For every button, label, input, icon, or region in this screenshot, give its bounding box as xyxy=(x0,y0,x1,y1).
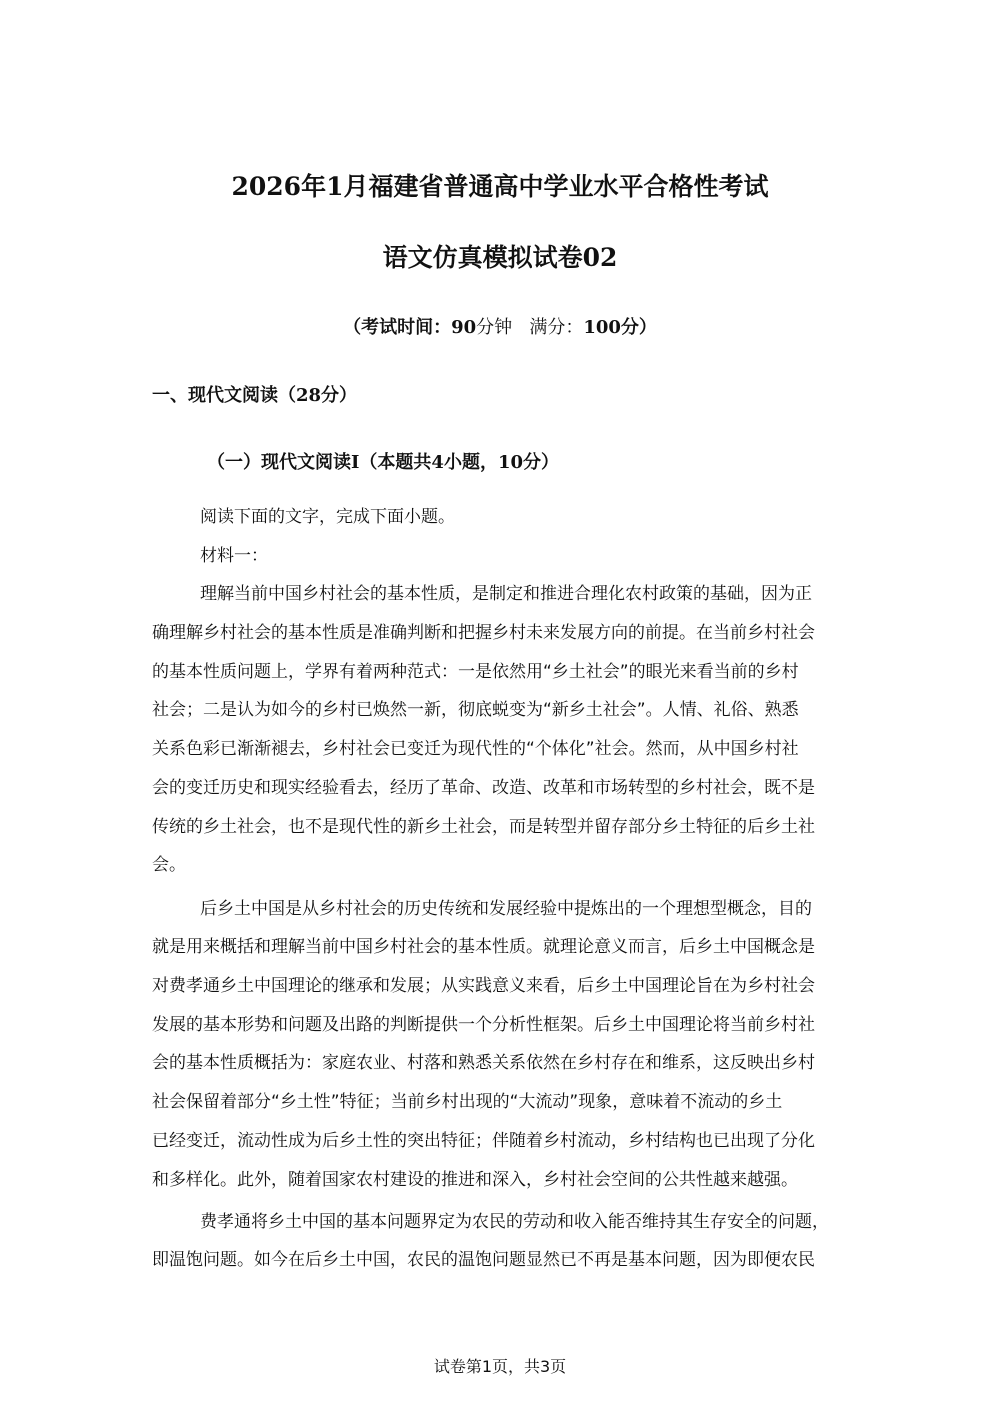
exam-subtitle: 语文仿真模拟试卷02 xyxy=(382,243,618,272)
body-line: 的基本性质问题上，学界有着两种范式：一是依然用“乡土社会”的眼光来看当前的乡村 xyxy=(152,662,799,682)
section-heading: 一、现代文阅读（28分） xyxy=(152,385,358,406)
body-line: 费孝通将乡土中国的基本问题界定为农民的劳动和收入能否维持其生存安全的问题， xyxy=(200,1212,829,1232)
page-footer: 试卷第1页，共3页 xyxy=(433,1357,567,1376)
exam-info-close-paren: ） xyxy=(638,317,657,338)
exam-time-unit: 分钟 xyxy=(476,317,513,338)
body-line: 会的基本性质概括为：家庭农业、村落和熟悉关系依然在乡村存在和维系，这反映出乡村 xyxy=(152,1053,815,1073)
body-line: 后乡土中国是从乡村社会的历史传统和发展经验中提炼出的一个理想型概念，目的 xyxy=(200,899,812,919)
body-line: 理解当前中国乡村社会的基本性质，是制定和推进合理化农村政策的基础，因为正 xyxy=(200,584,812,604)
body-line: 就是用来概括和理解当前中国乡村社会的基本性质。就理论意义而言，后乡土中国概念是 xyxy=(152,937,815,957)
body-line: 和多样化。此外，随着国家农村建设的推进和深入，乡村社会空间的公共性越来越强。 xyxy=(152,1170,798,1190)
exam-time-label: 考试时间： xyxy=(361,317,452,338)
body-line: 社会；二是认为如今的乡村已焕然一新，彻底蜕变为“新乡土社会”。人情、礼俗、熟悉 xyxy=(152,700,799,720)
reading-instruction: 阅读下面的文字，完成下面小题。 xyxy=(200,507,455,527)
full-score-label: 满分： xyxy=(529,317,584,338)
exam-title: 2026年1月福建省普通高中学业水平合格性考试 xyxy=(231,172,769,201)
body-line: 会的变迁历史和现实经验看去，经历了革命、改造、改革和市场转型的乡村社会，既不是 xyxy=(152,778,815,798)
exam-time-value: 90 xyxy=(451,317,477,338)
subsection-heading: （一）现代文阅读I（本题共4小题，10分） xyxy=(207,452,559,473)
body-line: 会。 xyxy=(152,855,186,875)
body-line: 传统的乡土社会，也不是现代性的新乡土社会，而是转型并留存部分乡土特征的后乡土社 xyxy=(152,817,815,837)
body-line: 即温饱问题。如今在后乡土中国，农民的温饱问题显然已不再是基本问题，因为即便农民 xyxy=(152,1250,815,1270)
full-score-value: 100 xyxy=(583,317,621,338)
full-score-unit: 分 xyxy=(620,317,639,338)
body-line: 发展的基本形势和问题及出路的判断提供一个分析性框架。后乡土中国理论将当前乡村社 xyxy=(152,1015,815,1035)
exam-info xyxy=(0,315,1000,341)
body-line: 社会保留着部分“乡土性”特征；当前乡村出现的“大流动”现象，意味着不流动的乡土 xyxy=(152,1092,783,1112)
body-line: 已经变迁，流动性成为后乡土性的突出特征；伴随着乡村流动，乡村结构也已出现了分化 xyxy=(152,1131,815,1151)
exam-info-open-paren: （ xyxy=(343,317,362,338)
material-label: 材料一： xyxy=(200,546,268,566)
body-line: 关系色彩已渐渐褪去，乡村社会已变迁为现代性的“个体化”社会。然而，从中国乡村社 xyxy=(152,739,799,759)
body-line: 对费孝通乡土中国理论的继承和发展；从实践意义来看，后乡土中国理论旨在为乡村社会 xyxy=(152,976,815,996)
body-line: 确理解乡村社会的基本性质是准确判断和把握乡村未来发展方向的前提。在当前乡村社会 xyxy=(152,623,815,643)
